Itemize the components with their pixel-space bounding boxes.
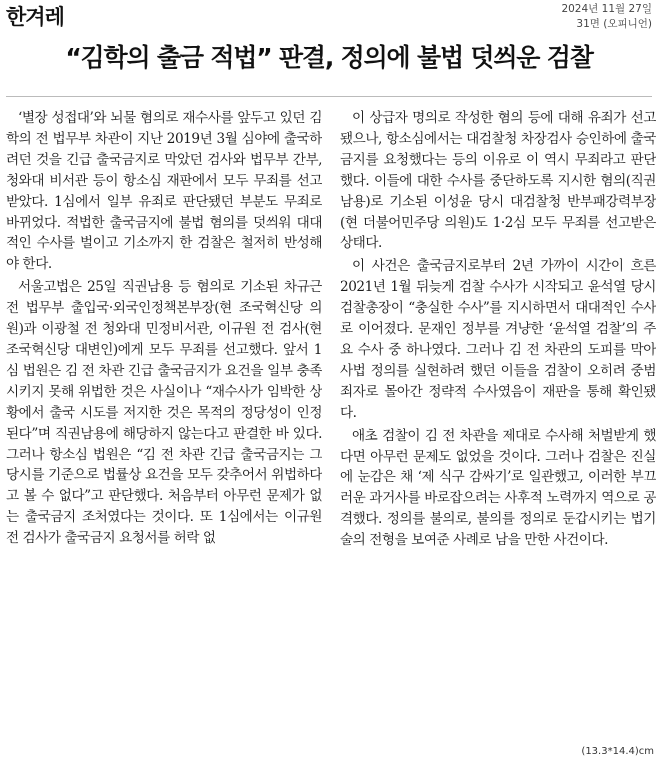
issue-meta [561, 2, 652, 32]
clipping-size: (13.3*14.4)cm [581, 746, 654, 757]
headline-divider [6, 96, 652, 97]
page-section: 31면 (오피니언) [576, 18, 652, 30]
body-column-right [340, 108, 656, 738]
newspaper-logo: 한겨레 [6, 5, 64, 29]
masthead [0, 0, 658, 36]
paragraph: ‘별장 성접대’와 뇌물 혐의로 재수사를 앞두고 있던 김학의 전 법무부 차관이 지난 2019년 3월 심야에 출국하려던 것을 긴급 출국금지로 막았던 검사와 법무부 간부, 청와대 비서관 등이 항소심 재판에서 모두 무죄를 선고받았다. 1심에서 일부 유죄로 판단됐던 부분도 무죄로 바뀌었다. 적법한 출국금지에 불법 혐의를 덧씌워 대대적인 수사를 벌이고 기소까지 한 검찰은 철저히 반성해야 한다. [6, 110, 322, 273]
body-column-left [6, 108, 322, 738]
paragraph: 이 사건은 출국금지로부터 2년 가까이 시간이 흐른 2021년 1월 뒤늦게 검찰 수사가 시작되고 윤석열 당시 검찰총장이 “충실한 수사”를 지시하면서 대대적인 수사로 이어졌다. 문재인 정부를 겨냥한 ‘윤석열 검찰’의 주요 수사 중 하나였다. 그러나 김 전 차관의 도피를 막아 사법 정의를 실현하려 했던 이들을 검찰이 오히려 중범죄자로 몰아간 정략적 수사였음이 재판을 통해 확인됐다. [340, 258, 656, 421]
paragraph: 애초 검찰이 김 전 차관을 제대로 수사해 처벌받게 했다면 아무런 문제도 없었을 것이다. 그러나 검찰은 진실에 눈감은 채 ‘제 식구 감싸기’로 일관했고, 이러한 부끄러운 과거사를 바로잡으려는 사후적 노력까지 역으로 공격했다. 정의를 불의로, 불의를 정의로 둔갑시키는 법기술의 전형을 보여준 사례로 남을 만한 사건이다. [340, 427, 656, 549]
paragraph: 서울고법은 25일 직권남용 등 혐의로 기소된 차규근 전 법무부 출입국·외국인정책본부장(현 조국혁신당 의원)과 이광철 전 청와대 민정비서관, 이규원 전 검사(현 조국혁신당 대변인)에게 모두 무죄를 선고했다. 앞서 1심 법원은 김 전 차관 긴급 출국금지가 요건을 일부 충족시키지 못해 위법한 것은 사실이나 “재수사가 임박한 상황에서 출국 시도를 저지한 것은 목적의 정당성이 인정된다”며 직권남용에 해당하지 않는다고 판결한 바 있다. 그러나 항소심 법원은 “김 전 차관 긴급 출국금지는 그 당시를 기준으로 법률상 요건을 모두 갖추어서 위법하다고 볼 수 없다”고 판단했다. 처음부터 아무런 문제가 없는 출국금지 조처였다는 것이다. 또 1심에서는 이규원 전 검사가 출국금지 요청서를 허락 없 [6, 279, 322, 547]
paragraph: 이 상급자 명의로 작성한 혐의 등에 대해 유죄가 선고됐으나, 항소심에서는 대검찰청 차장검사 승인하에 출국금지를 요청했다는 등의 이유로 이 역시 무죄라고 판단했다. 이들에 대한 수사를 중단하도록 지시한 혐의(직권남용)로 기소된 이성윤 당시 대검찰청 반부패강력부장(현 더불어민주당 의원)도 1·2심 모두 무죄를 선고받은 상태다. [340, 110, 656, 252]
article-headline: “김학의 출금 적법” 판결, 정의에 불법 덧씌운 검찰 [65, 43, 593, 72]
issue-date: 2024년 11월 27일 [561, 3, 652, 15]
